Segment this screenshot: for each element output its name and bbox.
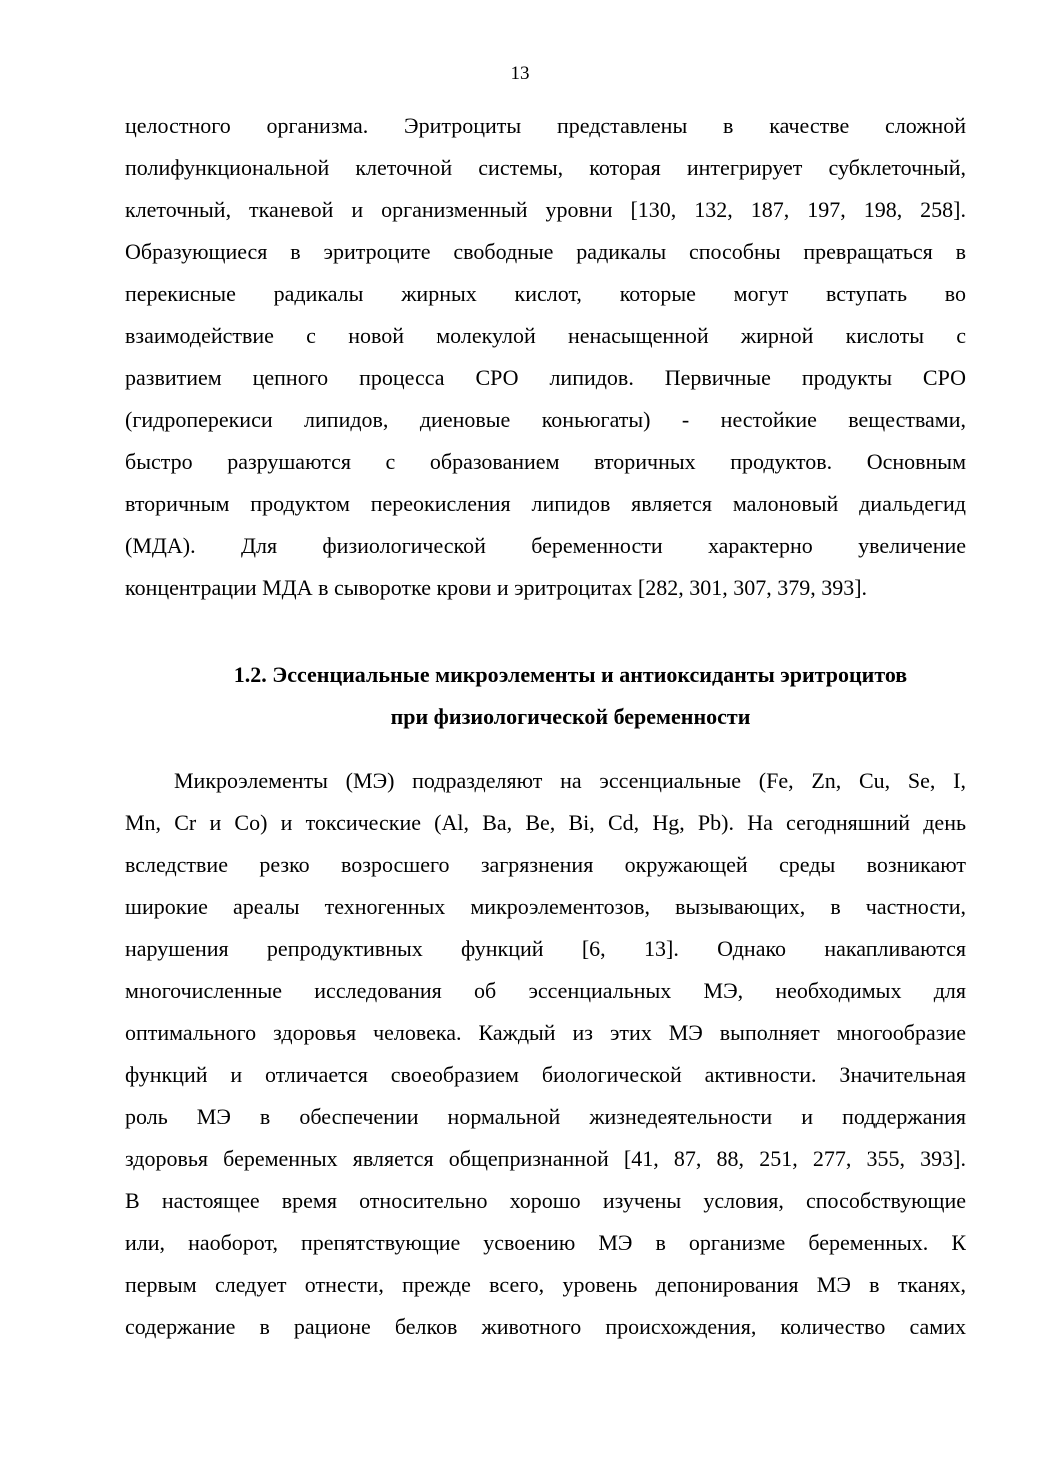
paragraph-line: В настоящее время относительно хорошо изучены условия, способствующие <box>125 1188 966 1213</box>
paragraph-line: вследствие резко возросшего загрязнения окружающей среды возникают <box>125 852 966 877</box>
section-heading <box>125 654 1016 738</box>
paragraph-line: функций и отличается своеобразием биологической активности. Значительная <box>125 1062 966 1087</box>
paragraph-line: клеточный, тканевой и организменный уровни [130, 132, 187, 197, 198, 258]. <box>125 197 966 222</box>
paragraph-line: вторичным продуктом переокисления липидов является малоновый диальдегид <box>125 491 966 516</box>
paragraph-line: Образующиеся в эритроците свободные радикалы способны превращаться в <box>125 239 966 264</box>
paragraph-line: полифункциональной клеточной системы, которая интегрирует субклеточный, <box>125 155 966 180</box>
paragraph-line: взаимодействие с новой молекулой ненасыщенной жирной кислоты с <box>125 323 966 348</box>
paragraph-line: или, наоборот, препятствующие усвоению МЭ в организме беременных. К <box>125 1230 966 1255</box>
paragraph-1 <box>125 105 966 609</box>
paragraph-2 <box>125 760 966 1348</box>
section-heading-line-1: 1.2. Эссенциальные микроэлементы и антиоксиданты эритроцитов <box>233 662 908 687</box>
paragraph-line: концентрации МДА в сыворотке крови и эритроцитах [282, 301, 307, 379, 393]. <box>125 575 868 600</box>
paragraph-line: (гидроперекиси липидов, диеновые коньюгаты) - нестойкие веществами, <box>125 407 966 432</box>
paragraph-line: быстро разрушаются с образованием вторичных продуктов. Основным <box>125 449 966 474</box>
paragraph-line: нарушения репродуктивных функций [6, 13]. Однако накапливаются <box>125 936 966 961</box>
paragraph-line: Микроэлементы (МЭ) подразделяют на эссенциальные (Fe, Zn, Cu, Se, I, <box>174 768 966 793</box>
paragraph-line: первым следует отнести, прежде всего, уровень депонирования МЭ в тканях, <box>125 1272 966 1297</box>
paragraph-line: оптимального здоровья человека. Каждый из этих МЭ выполняет многообразие <box>125 1020 966 1045</box>
paragraph-line: широкие ареалы техногенных микроэлементозов, вызывающих, в частности, <box>125 894 966 919</box>
page-number: 13 <box>510 63 530 84</box>
paragraph-line: перекисные радикалы жирных кислот, которые могут вступать во <box>125 281 966 306</box>
paragraph-line: (МДА). Для физиологической беременности характерно увеличение <box>125 533 966 558</box>
paragraph-line: развитием цепного процесса СРО липидов. Первичные продукты СРО <box>125 365 966 390</box>
section-heading-line-2: при физиологической беременности <box>390 704 751 729</box>
paragraph-line: многочисленные исследования об эссенциальных МЭ, необходимых для <box>125 978 966 1003</box>
paragraph-line: здоровья беременных является общепризнанной [41, 87, 88, 251, 277, 355, 393]. <box>125 1146 966 1171</box>
paragraph-line: роль МЭ в обеспечении нормальной жизнедеятельности и поддержания <box>125 1104 966 1129</box>
paragraph-line: содержание в рационе белков животного происхождения, количество самих <box>125 1314 966 1339</box>
paragraph-line: целостного организма. Эритроциты представлены в качестве сложной <box>125 113 966 138</box>
paragraph-line: Mn, Cr и Co) и токсические (Al, Ba, Be, Bi, Cd, Hg, Pb). На сегодняшний день <box>125 810 966 835</box>
